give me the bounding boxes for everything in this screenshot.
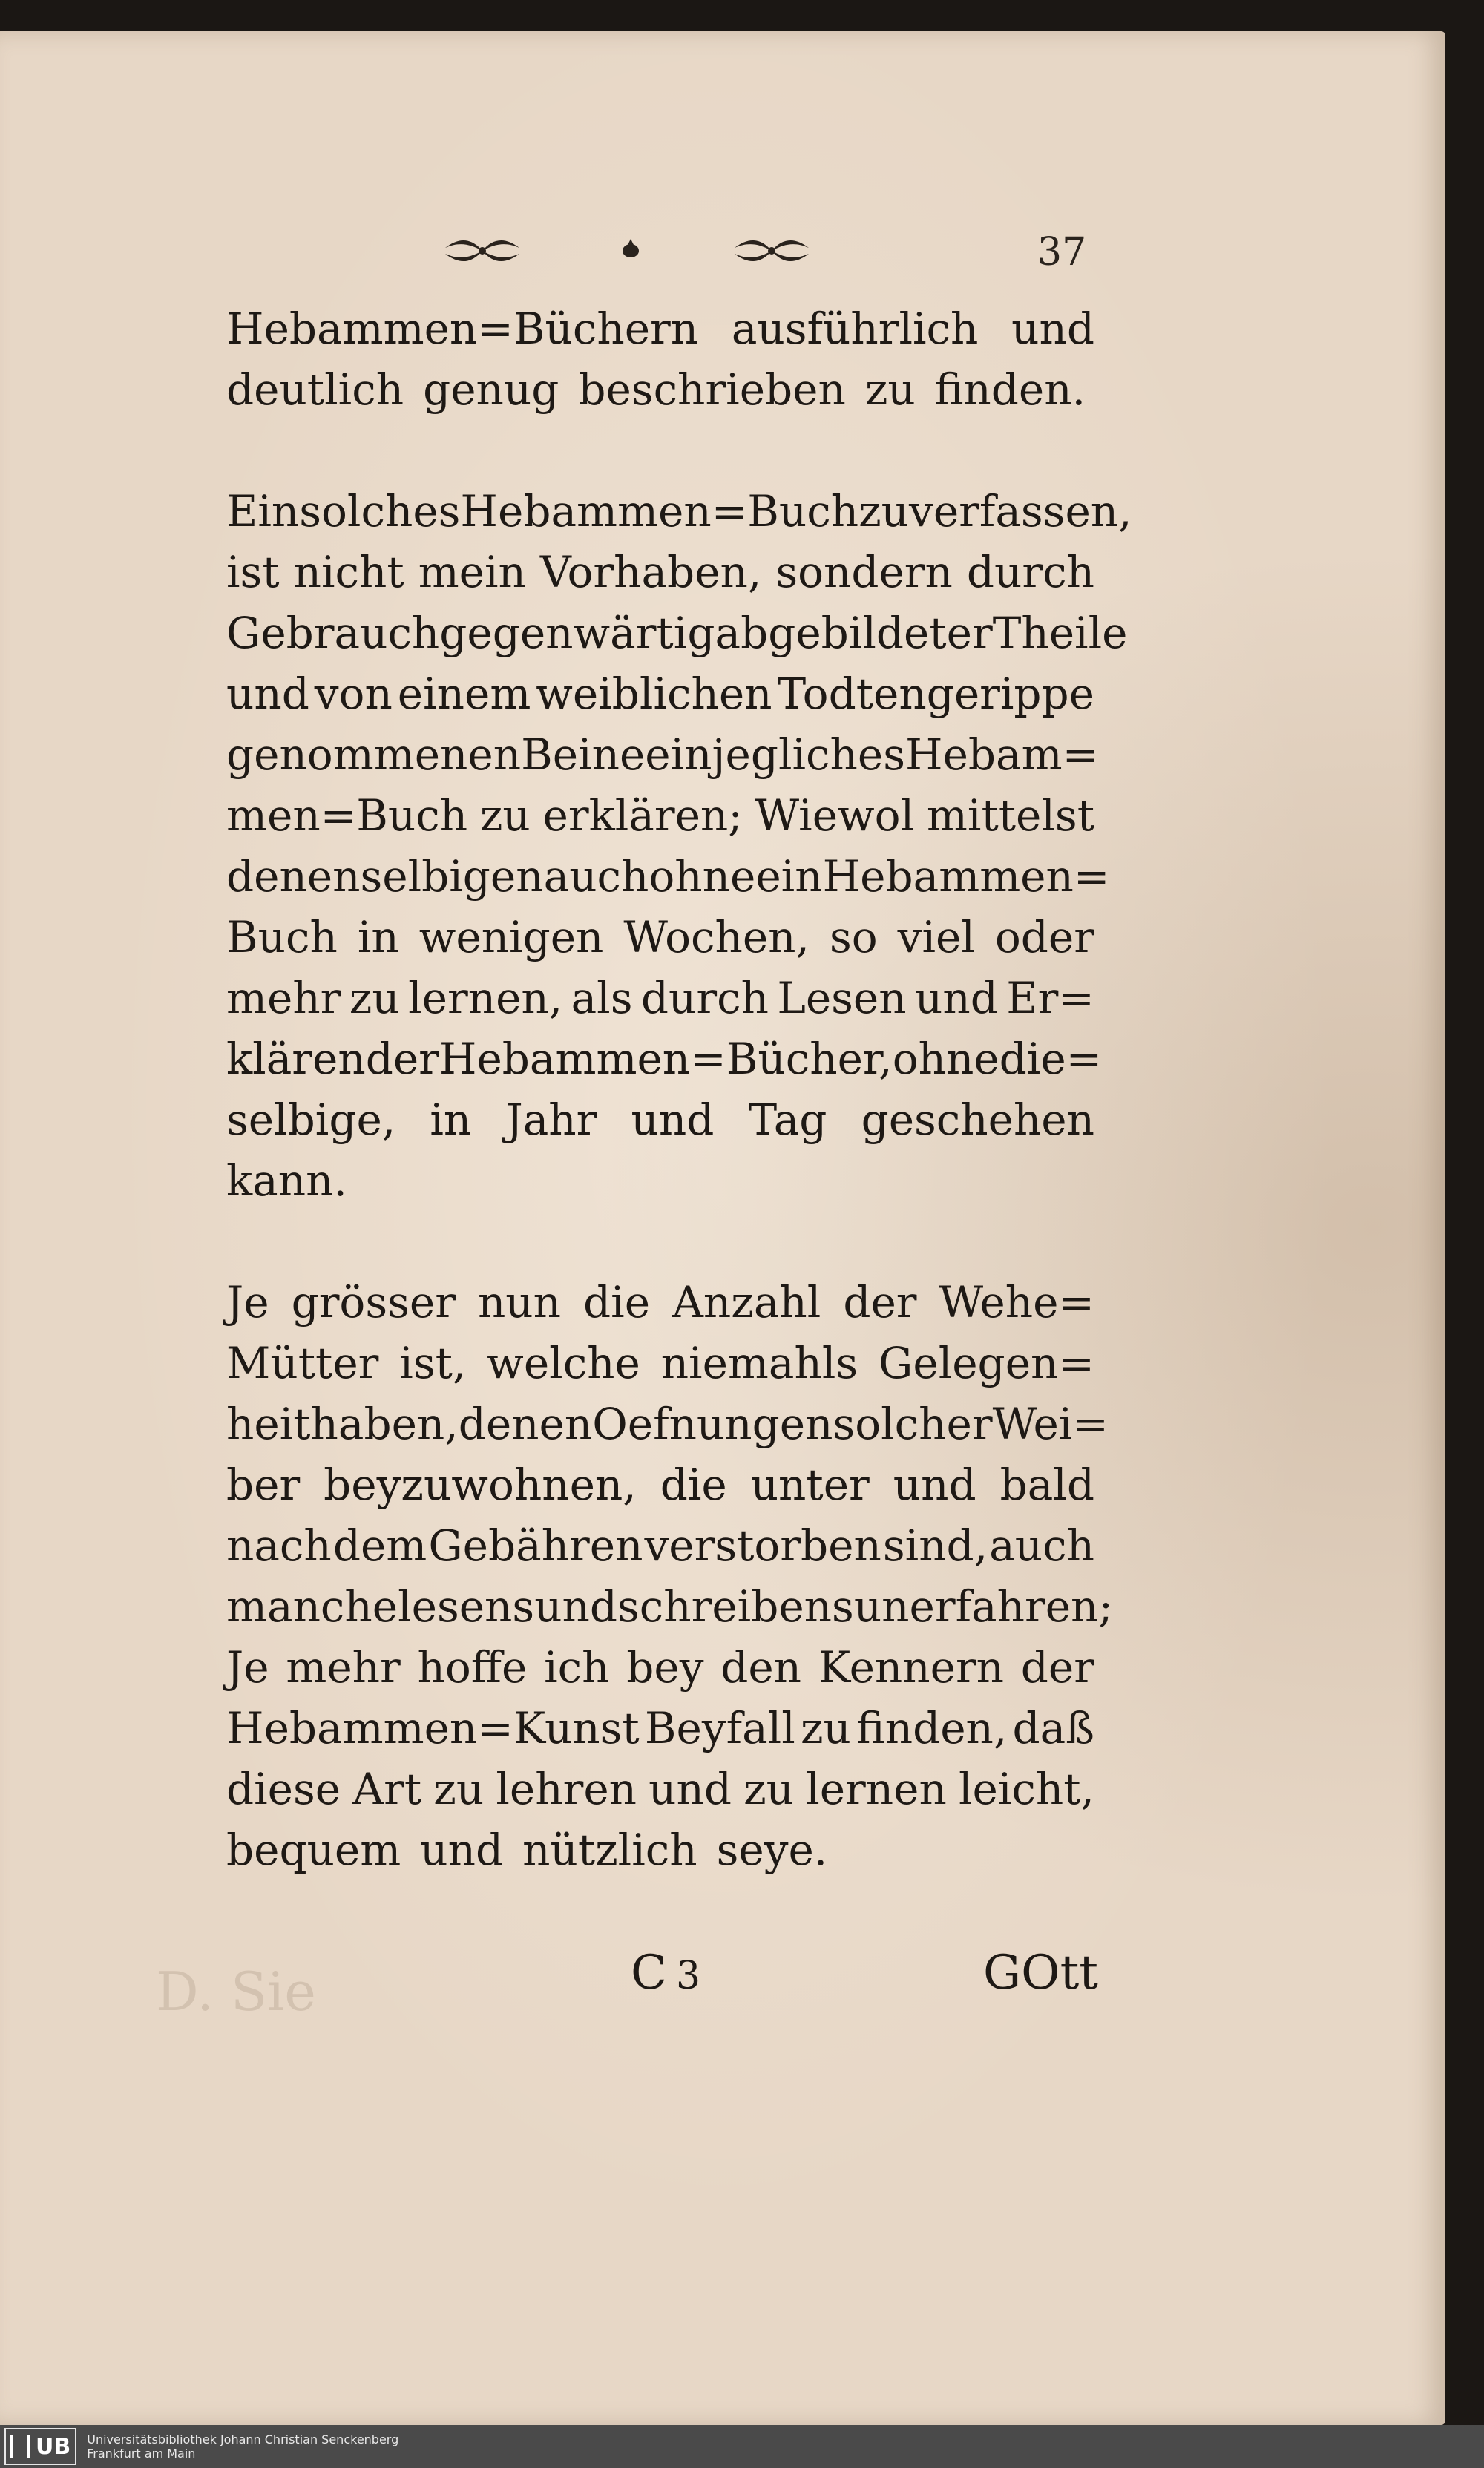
word: seye.	[716, 1825, 828, 1875]
word: zu	[743, 1764, 795, 1814]
text-line	[226, 907, 1094, 968]
word: sind,	[882, 1520, 988, 1571]
word: und	[226, 669, 309, 719]
word: die	[660, 1460, 727, 1510]
word: Mütter	[226, 1338, 379, 1388]
word: Beyfall	[644, 1703, 795, 1753]
page-number: 37	[1037, 230, 1087, 275]
word: Je	[226, 1277, 269, 1327]
word: Gebrauch	[226, 608, 440, 658]
signature-letter: C	[631, 1946, 667, 2001]
word: Tag	[748, 1094, 827, 1145]
word: hoffe	[417, 1642, 528, 1693]
word: finden.	[934, 364, 1086, 415]
book-page	[0, 31, 1445, 2425]
word: erklären;	[542, 790, 743, 841]
word: Vorhaben,	[539, 547, 762, 597]
word: Hebammen=Buch	[460, 486, 859, 536]
word: Kennern	[818, 1642, 1005, 1693]
word: Wei=	[992, 1399, 1109, 1449]
library-footer-bar	[0, 2425, 1484, 2468]
word: unerfahren;	[853, 1581, 1113, 1632]
word: Hebammen=Büchern	[226, 303, 699, 354]
word: und	[1011, 303, 1094, 354]
signature-number: 3	[675, 1954, 701, 1998]
word: geschehen	[861, 1094, 1094, 1145]
word: der	[1020, 1642, 1094, 1693]
library-name: Universitätsbibliothek Johann Christian Senckenberg	[87, 2432, 399, 2446]
word: Gelegen=	[879, 1338, 1094, 1388]
word: Lesen	[777, 973, 907, 1023]
word: ich	[544, 1642, 610, 1693]
word: Ein	[226, 486, 300, 536]
word: durch	[966, 547, 1094, 597]
word: ausführlich	[731, 303, 979, 354]
word: kann.	[226, 1155, 347, 1206]
word: abgebildeter	[715, 608, 993, 658]
word: genug	[423, 364, 559, 415]
word: zu	[433, 1764, 485, 1814]
word: sondern	[775, 547, 953, 597]
word: ein	[645, 729, 712, 780]
word: lernen,	[408, 973, 563, 1023]
word: mittelst	[926, 790, 1094, 841]
text-line	[226, 1698, 1094, 1759]
word: Oefnungen	[592, 1399, 833, 1449]
word: so	[829, 912, 878, 962]
word: Je	[226, 1642, 269, 1693]
paragraph-break	[226, 1211, 1094, 1272]
word: zu	[349, 973, 400, 1023]
word: mein	[418, 547, 526, 597]
text-line	[226, 1150, 1094, 1211]
word: die=	[999, 1034, 1103, 1084]
word: Hebammen=	[822, 851, 1110, 902]
library-logo-text: UB	[36, 2433, 71, 2460]
word: auch	[989, 1520, 1094, 1571]
word: und	[420, 1825, 504, 1875]
word: haben,	[310, 1399, 459, 1449]
word: selbige,	[226, 1094, 396, 1145]
word: in	[357, 912, 399, 962]
word: bald	[999, 1460, 1094, 1510]
text-line	[226, 724, 1099, 785]
word: welche	[487, 1338, 640, 1388]
left-ornament-icon	[438, 232, 527, 270]
text-line	[226, 481, 1132, 542]
word: in	[430, 1094, 472, 1145]
word: lesens	[398, 1581, 535, 1632]
word: bey	[626, 1642, 704, 1693]
word: und	[631, 1094, 715, 1145]
word: Buch	[226, 912, 338, 962]
word: zu	[858, 486, 910, 536]
word: verstorben	[644, 1520, 881, 1571]
word: jegliches	[712, 729, 905, 780]
word: Wochen,	[623, 912, 810, 962]
text-line	[226, 1819, 1094, 1880]
word: solches	[299, 486, 461, 536]
word: beschrieben	[578, 364, 846, 415]
word: unter	[750, 1460, 870, 1510]
text-line	[226, 359, 1094, 420]
word: schreibens	[617, 1581, 854, 1632]
body-text	[226, 298, 1132, 1880]
text-line	[226, 1637, 1094, 1698]
word: ein	[755, 851, 823, 902]
text-line	[226, 846, 1110, 907]
word: Hebammen=Kunst	[226, 1703, 640, 1753]
text-line	[226, 968, 1094, 1028]
word: denenselbigen	[226, 851, 544, 902]
text-line	[226, 1394, 1109, 1454]
word: grösser	[291, 1277, 456, 1327]
word: manche	[226, 1581, 398, 1632]
word: nun	[477, 1277, 562, 1327]
word: auch	[543, 851, 649, 902]
word: weiblichen	[536, 669, 772, 719]
word: Wehe=	[939, 1277, 1094, 1327]
word: wenigen	[418, 912, 604, 962]
word: Hebammen=Bücher,	[439, 1034, 893, 1084]
word: Todtengerippe	[777, 669, 1094, 719]
word: mehr	[286, 1642, 401, 1693]
word: Anzahl	[672, 1277, 821, 1327]
text-line	[226, 1515, 1094, 1576]
text-line	[226, 542, 1094, 603]
word: zu	[800, 1703, 851, 1753]
word: leicht,	[958, 1764, 1094, 1814]
right-ornament-icon	[727, 232, 816, 270]
page-footer	[631, 1946, 1098, 2001]
text-line	[226, 1089, 1094, 1150]
word: der	[843, 1277, 917, 1327]
text-line	[226, 298, 1094, 359]
word: Wiewol	[755, 790, 915, 841]
word: men=Buch	[226, 790, 468, 841]
text-line	[226, 1454, 1094, 1515]
word: nicht	[293, 547, 404, 597]
word: denen	[458, 1399, 593, 1449]
word: Er=	[1006, 973, 1094, 1023]
word: Gebähren	[428, 1520, 643, 1571]
word: klären	[226, 1034, 366, 1084]
word: diese	[226, 1764, 341, 1814]
word: deutlich	[226, 364, 404, 415]
word: beyzuwohnen,	[324, 1460, 637, 1510]
word: ist,	[399, 1338, 467, 1388]
word: zu	[479, 790, 531, 841]
word: als	[571, 973, 633, 1023]
word: lehren	[496, 1764, 637, 1814]
library-logo[interactable]	[4, 2428, 76, 2465]
word: viel	[897, 912, 975, 962]
word: genommenen	[226, 729, 522, 780]
text-line	[226, 1759, 1094, 1819]
text-line	[226, 1333, 1094, 1394]
word: finden,	[856, 1703, 1008, 1753]
word: nützlich	[522, 1825, 697, 1875]
text-line	[226, 663, 1094, 724]
word: und	[893, 1460, 976, 1510]
word: Art	[352, 1764, 422, 1814]
word: oder	[994, 912, 1094, 962]
word: ohne	[649, 851, 756, 902]
word: den	[720, 1642, 802, 1693]
library-city: Frankfurt am Main	[87, 2446, 196, 2461]
header-ornaments	[430, 232, 831, 276]
word: solcher	[833, 1399, 993, 1449]
word: daß	[1012, 1703, 1094, 1753]
word: heit	[226, 1399, 311, 1449]
word: mehr	[226, 973, 341, 1023]
word: niemahls	[660, 1338, 858, 1388]
word: und	[534, 1581, 618, 1632]
word: der	[365, 1034, 439, 1084]
paragraph-break	[226, 420, 1094, 481]
center-ornament-icon	[616, 232, 646, 270]
word: Hebam=	[904, 729, 1099, 780]
word: und	[915, 973, 998, 1023]
word: Beine	[521, 729, 646, 780]
text-line	[226, 1576, 1113, 1637]
word: und	[649, 1764, 732, 1814]
word: dem	[332, 1520, 427, 1571]
text-line	[226, 785, 1094, 846]
word: verfassen,	[909, 486, 1132, 536]
word: zu	[864, 364, 916, 415]
word: gegenwärtig	[439, 608, 715, 658]
catchword: GOtt	[982, 1946, 1098, 2001]
word: bequem	[226, 1825, 401, 1875]
library-credit	[87, 2432, 398, 2461]
text-line	[226, 1028, 1103, 1089]
word: Jahr	[505, 1094, 597, 1145]
library-logo-icon	[10, 2435, 30, 2458]
word: einem	[397, 669, 531, 719]
word: Theile	[992, 608, 1128, 658]
text-line	[226, 1272, 1094, 1333]
word: ist	[226, 547, 280, 597]
word: lernen	[806, 1764, 947, 1814]
word: ohne	[892, 1034, 999, 1084]
word: von	[314, 669, 393, 719]
bleed-through-text: D. Sie	[156, 1960, 316, 2023]
word: nach	[226, 1520, 332, 1571]
word: die	[583, 1277, 651, 1327]
text-line	[226, 603, 1128, 663]
word: ber	[226, 1460, 301, 1510]
signature-mark	[631, 1946, 700, 2001]
word: durch	[640, 973, 769, 1023]
